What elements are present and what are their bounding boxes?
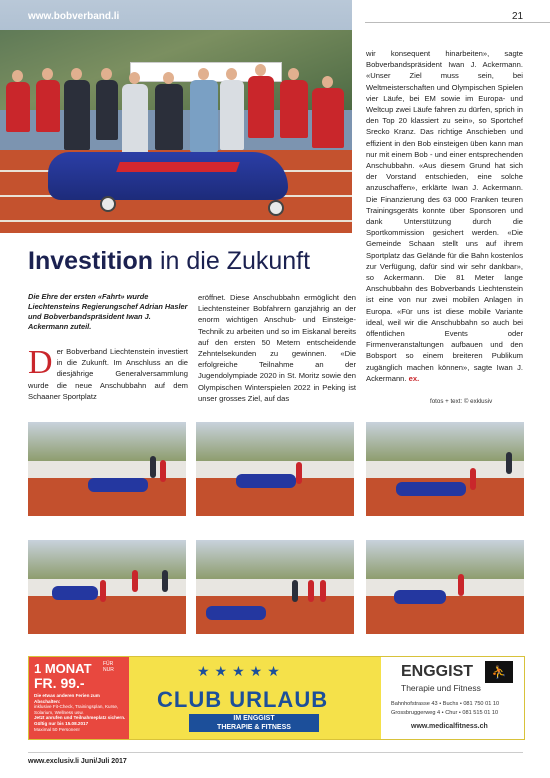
article-column-3: [366, 48, 523, 384]
divider: [365, 22, 550, 23]
photo-5: [196, 540, 354, 634]
page-number: 21: [512, 11, 524, 22]
column-3-text: wir konsequent hinarbeiten», sagte Bobverbandspräsident Iwan J. Ackermann. «Unser Ziel muss sein, bei Weltmeisterschaften und Olympischen Spielen vier Läufe, bei EM sowie im Europa- und Weltcup zwei Läufe fahren zu dürfen, sprich in den Top 20 klassiert zu sein», so Sportchef Srecko Kranz. Das richtige Anschieben und effizient in den Bob einsteigen üben kann man nur mit einem Bob - und einer entsprechenden Anschubbahn. «Aus diesem Grund hat sich der Vorstand entschieden, eine solche anzuschaffen», erklärte Iwan J. Ackermann. Die Finanzierung des 63 000 Franken teuren Trainingsgeräts konnte über Sponsoren und dank Unterstützung durch die Sportkommission gesichert werden. «Die Gemeinde Schaan stellt uns auf ihrem Sportplatz das Gelände für die Bahn kostenlos zur Verfügung, dafür sind wir sehr dankbar», so Ackermann. Die 81 Meter lange Anschubbahn des Bobverbands Liechtenstein ist eine von nur zwei mobilen Anlagen in Europa. «Für uns ist diese mobile Variante ideal, weil wir die Anschubbahn so auch bei öffentlichen Events oder Firmenveranstaltungen aufbauen und den Bobsport so einem breiteren Publikum zugänglich machen können», sagte Iwan J. Ackermann.: [366, 49, 523, 383]
ad-offer-text-2: inklusive Fit-Check, Trainingsplan, Kurse, Solarium, Wellness usw.: [34, 704, 119, 715]
ad-ribbon: [189, 714, 319, 732]
photo-4: [28, 540, 186, 634]
ad-address-2: Grossbruggerweg 4 • Chur • 081 515 01 10: [391, 710, 499, 716]
ad-star-icons: ★★★★★: [197, 663, 285, 679]
article-column-1: [28, 346, 188, 402]
photo-1: [28, 422, 186, 516]
article-column-2: [198, 292, 356, 404]
photo-2: [196, 422, 354, 516]
advertisement[interactable]: [28, 656, 525, 740]
headline-bold: Investition: [28, 247, 154, 275]
hero-photo: [0, 0, 352, 233]
headline: [28, 247, 310, 276]
ad-ribbon-line-2: THERAPIE & FITNESS: [217, 724, 291, 731]
photo-3: [366, 422, 524, 516]
photo-credit: fotos + text: © exklusiv: [430, 398, 493, 405]
column-2-text: eröffnet. Diese Anschubbahn ermöglicht den Liechtensteiner Bobfahrern ganzjährig an der enorm wichtigen Anschub- und Einsteige-Technik zu arbeiten und so im Eiskanal bereits auf den ersten 50 Metern entscheidende Zehntelsekunden zu gewinnen. «Die erfolgreiche Teilnahme an der Jugendolympiade 2020 in St. Moritz sowie den Olympischen Winterspielen 2022 in Peking ist unser grosses Ziel, auf das: [198, 293, 356, 403]
ad-offer-text-3: Jetzt anrufen und Teilnahmeplatz sichern. Gültig nur bis 15.08.2017: [34, 715, 126, 726]
ad-offer-box: [29, 657, 129, 739]
end-mark: ex.: [408, 373, 420, 383]
ad-offer-price: FR. 99.-: [34, 675, 85, 691]
photo-6: [366, 540, 524, 634]
ad-ribbon-line-1: IM ENGGIST: [233, 715, 275, 722]
logo-icon: ⛹: [485, 661, 513, 683]
column-1-text: er Bobverband Liechtenstein investiert in die Zukunft. Im Anschluss an die diesjährige Generalversammlung wurde die neue Anschubbahn auf dem Schaaner Sportplatz: [28, 347, 188, 401]
ad-brand-box: [381, 657, 524, 739]
ad-offer-text-1: Die etwas anderen Ferien zum Abschalten:: [34, 693, 100, 704]
footer-text: www.exclusiv.li Juni/Juli 2017: [28, 758, 127, 765]
ad-brand-sub: Therapie und Fitness: [401, 683, 481, 693]
ad-offer-small: FÜR NUR: [103, 661, 114, 673]
drop-cap: D: [28, 344, 53, 381]
ad-address-1: Bahnhofstrasse 43 • Buchs • 081 750 01 10: [391, 701, 500, 707]
subtitle: Die Ehre der ersten «Fahrt» wurde Liechtensteins Regierungschef Adrian Hasler und Bobverbandspräsident Iwan J. Ackermann zuteil.: [28, 292, 188, 331]
ad-brand: ENGGIST: [401, 663, 474, 680]
site-url: www.bobverband.li: [28, 11, 120, 22]
headline-rest: in die Zukunft: [153, 247, 311, 275]
ad-offer-title: 1 MONAT: [34, 661, 92, 676]
footer-divider: [28, 752, 523, 753]
bobsled: [48, 152, 288, 200]
ad-title: CLUB URLAUB: [157, 687, 329, 712]
ad-website-link[interactable]: www.medicalfitness.ch: [411, 723, 488, 730]
ad-offer-text-4: Maximal 50 Personen!: [34, 726, 80, 732]
